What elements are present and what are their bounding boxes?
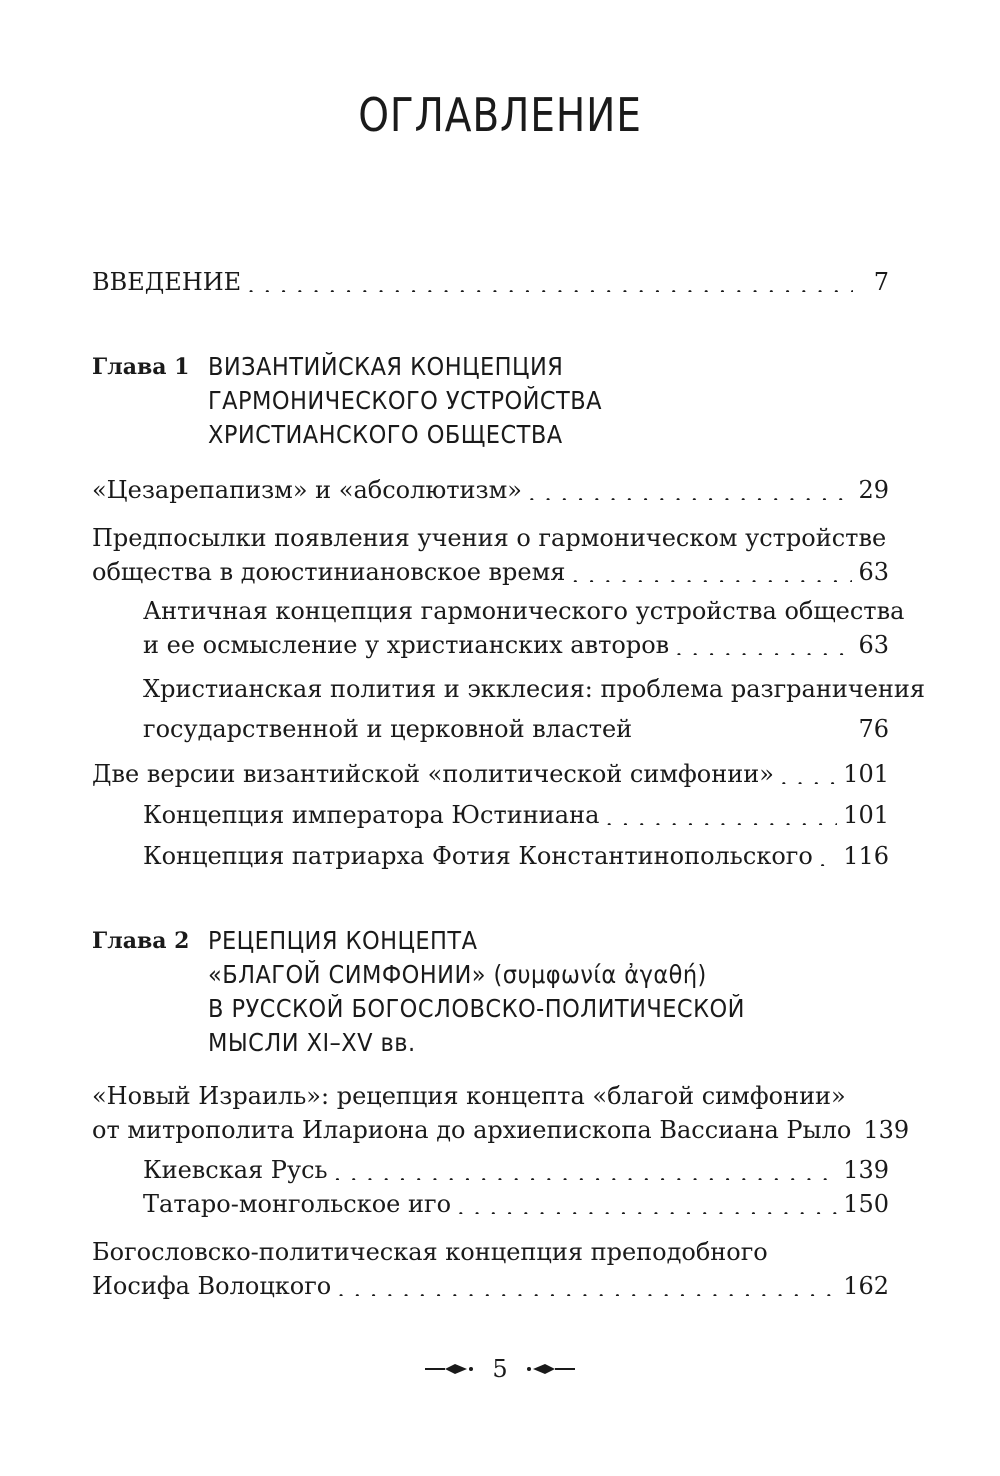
toc-entry-label: Предпосылки появления учения о гармоническом устройстве — [92, 524, 887, 552]
toc-page-number: 7 — [873, 268, 889, 296]
toc-entry-label: и ее осмысление у христианских авторов — [143, 631, 670, 659]
chapter-title-line: «БЛАГОЙ СИМФОНИИ» (συμφωνία ἀγαθή) — [208, 960, 707, 989]
page-number: 5 — [492, 1354, 508, 1383]
toc-page-number: 139 — [863, 1116, 910, 1144]
toc-page-number: 29 — [858, 476, 889, 504]
toc-page-number: 139 — [843, 1156, 889, 1184]
toc-entry[interactable] — [92, 1079, 910, 1147]
toc-page-number: 63 — [858, 558, 889, 586]
toc-entry[interactable] — [92, 473, 889, 507]
toc-page-number: 116 — [843, 842, 889, 870]
toc-entry-label: Богословско-политическая концепция преподобного — [92, 1238, 768, 1266]
toc-entry-label: «Цезарепапизм» и «абсолютизм» — [92, 476, 522, 504]
chapter-title — [208, 924, 805, 1060]
toc-entry-label: государственной и церковной властей — [143, 715, 633, 743]
right-ornament-icon — [527, 1362, 575, 1376]
toc-entry[interactable] — [92, 1187, 889, 1221]
toc-entry[interactable] — [92, 669, 926, 749]
chapter-label: Глава 1 — [92, 354, 190, 380]
toc-entry[interactable] — [92, 594, 905, 662]
toc-entry-label: общества в доюстиниановское время — [92, 558, 566, 586]
toc-entry-label: ВВЕДЕНИЕ — [92, 268, 242, 296]
toc-page-number: 76 — [858, 715, 889, 743]
leader-dots — [780, 760, 837, 784]
toc-page-number: 162 — [843, 1272, 889, 1300]
toc-entry-intro[interactable] — [92, 265, 889, 299]
leader-dots — [337, 1272, 837, 1296]
toc-entry-label: Две версии византийской «политической симфонии» — [92, 760, 774, 788]
page-footer — [0, 1350, 1000, 1386]
leader-dots — [528, 476, 852, 500]
left-ornament-icon — [425, 1362, 473, 1376]
toc-entry-label: «Новый Израиль»: рецепция концепта «благой симфонии» — [92, 1082, 846, 1110]
page-title: ОГЛАВЛЕНИЕ — [358, 88, 642, 142]
chapter-label: Глава 2 — [92, 928, 190, 954]
chapter-title-line: ГАРМОНИЧЕСКОГО УСТРОЙСТВА — [208, 386, 602, 415]
toc-entry-label: Татаро-монгольское иго — [143, 1190, 452, 1218]
toc-page-number: 101 — [843, 760, 889, 788]
toc-entry[interactable] — [92, 1235, 889, 1303]
toc-entry-label: Иосифа Волоцкого — [92, 1272, 332, 1300]
toc-entry-label: Концепция императора Юстиниана — [143, 801, 600, 829]
leader-dots — [571, 558, 852, 582]
chapter-title-line: МЫСЛИ XI–XV вв. — [208, 1028, 416, 1057]
toc-entry[interactable] — [92, 521, 889, 589]
leader-dots — [334, 1156, 838, 1180]
toc-entry-label: от митрополита Илариона до архиепископа Вассиана Рыло — [92, 1116, 852, 1144]
chapter-title-line: ХРИСТИАНСКОГО ОБЩЕСТВА — [208, 420, 563, 449]
chapter-title — [208, 350, 646, 452]
leader-dots — [819, 842, 837, 866]
chapter-title-line: ВИЗАНТИЙСКАЯ КОНЦЕПЦИЯ — [208, 352, 564, 381]
toc-entry-label: Античная концепция гармонического устройства общества — [143, 597, 905, 625]
toc-entry[interactable] — [92, 798, 889, 832]
toc-page-number: 101 — [843, 801, 889, 829]
toc-entry[interactable] — [92, 839, 889, 873]
toc-entry[interactable] — [92, 1153, 889, 1187]
chapter-title-line: В РУССКОЙ БОГОСЛОВСКО-ПОЛИТИЧЕСКОЙ — [208, 994, 745, 1023]
leader-dots — [675, 631, 852, 655]
toc-entry[interactable] — [92, 757, 889, 791]
leader-dots — [247, 268, 853, 292]
toc-page-number: 63 — [858, 631, 889, 659]
toc-entry-label: Христианская полития и экклесия: проблема разграничения — [143, 675, 926, 703]
leader-dots — [638, 715, 852, 739]
chapter-title-line: РЕЦЕПЦИЯ КОНЦЕПТА — [208, 926, 478, 955]
toc-entry-label: Концепция патриарха Фотия Константинопольского — [143, 842, 813, 870]
toc-page-number: 150 — [843, 1190, 889, 1218]
leader-dots — [605, 801, 837, 825]
toc-entry-label: Киевская Русь — [143, 1156, 328, 1184]
leader-dots — [457, 1190, 837, 1214]
